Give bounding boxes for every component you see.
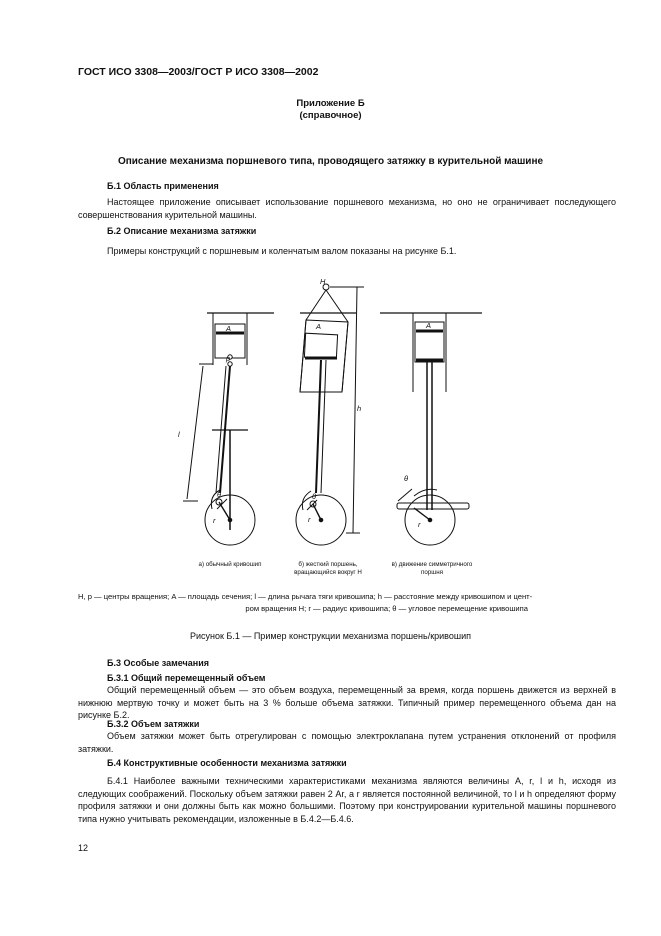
label-r-fig-c: r xyxy=(418,520,421,529)
section-b31-heading: Б.3.1 Общий перемещенный объем xyxy=(107,673,266,683)
section-b32-text: Объем затяжки может быть отрегулирован с помощью электроклапана путем устранения отклонений от профиля затяжки. xyxy=(78,731,616,754)
section-b3-heading: Б.3 Особые замечания xyxy=(107,658,209,668)
section-b1-heading: Б.1 Область применения xyxy=(107,181,219,191)
subfigure-b-caption-line1: б) жесткий поршень, xyxy=(298,561,358,568)
section-b4-text: Б.4.1 Наиболее важными техническими характеристиками механизма являются величины A, r, l и h, исходя из следующих соображений. Поскольку объем затяжки равен 2 Ar, а r является постоянной величиной, то l и h определяют форму профиля затяжки и они должны быть как можно большими. Поэтому при конструировании курительной машины поршневого типа нужно учитывать рекомендации, изложенные в Б.4.2—Б.4.6. xyxy=(78,776,616,824)
figure-caption: Рисунок Б.1 — Пример конструкции механизма поршень/кривошип xyxy=(189,631,471,641)
subfigure-b-caption-line2: вращающийся вокруг H xyxy=(294,569,362,576)
label-h-center: H xyxy=(320,277,326,286)
section-b4-heading: Б.4 Конструктивные особенности механизма затяжки xyxy=(107,758,347,768)
label-l-fig-a: l xyxy=(178,430,180,439)
section-b32-heading: Б.3.2 Объем затяжки xyxy=(107,719,200,729)
figure-legend-line2: ром вращения H; r — радиус кривошипа; θ — угловое перемещение кривошипа xyxy=(245,604,528,613)
subfigure-c-caption xyxy=(376,561,488,577)
subfigure-c-caption-line2: поршня xyxy=(421,569,443,576)
subfigure-b-caption xyxy=(272,561,384,577)
annex-kind: (справочное) xyxy=(299,110,362,121)
label-a-area-fig-c: A xyxy=(426,321,432,330)
figure-legend xyxy=(78,591,616,615)
figure-a-mechanism xyxy=(183,313,274,545)
page-number: 12 xyxy=(78,843,89,853)
label-theta-fig-b: θ xyxy=(312,492,317,501)
section-b2-text: Примеры конструкций с поршневым и коленчатым валом показаны на рисунке Б.1. xyxy=(107,246,457,256)
document-header: ГОСТ ИСО 3308—2003/ГОСТ Р ИСО 3308—2002 xyxy=(78,66,319,78)
annex-title: Приложение Б xyxy=(296,98,365,109)
label-p-fig-a: p xyxy=(226,354,231,363)
figure-b-mechanism xyxy=(296,284,364,545)
label-r-fig-b: r xyxy=(308,515,311,524)
subfigure-c-caption-line1: в) движение симметричного xyxy=(391,561,473,568)
figure-c-mechanism xyxy=(380,313,482,545)
document-title: Описание механизма поршневого типа, проводящего затяжку в курительной машине xyxy=(117,156,544,167)
section-b31-text: Общий перемещенный объем — это объем воздуха, перемещенный за время, когда поршень движется из верхней в нижнюю мертвую точку и может быть на 3 % больше объема затяжки. Типичный пример перемещенного объема дан на рисунке Б.2. xyxy=(78,685,616,720)
section-b2-heading: Б.2 Описание механизма затяжки xyxy=(107,226,257,236)
figure-legend-line1: H, p — центры вращения; A — площадь сечения; l — длина рычага тяги кривошипа; h — расстояние между кривошипом и цент- xyxy=(78,592,533,601)
label-a-area-fig-a: A xyxy=(226,324,232,333)
label-r-fig-a: r xyxy=(213,516,216,525)
label-h-distance: h xyxy=(357,404,362,413)
label-theta-fig-c: θ xyxy=(404,474,409,483)
section-b1-text: Настоящее приложение описывает использование поршневого механизма, но оно не ограничивает последующего совершенствования курительной машины. xyxy=(78,197,616,220)
subfigure-a-caption: a) обычный кривошип xyxy=(198,561,262,568)
label-a-area-fig-b: A xyxy=(316,322,322,331)
label-theta-fig-a: θ xyxy=(217,490,222,499)
